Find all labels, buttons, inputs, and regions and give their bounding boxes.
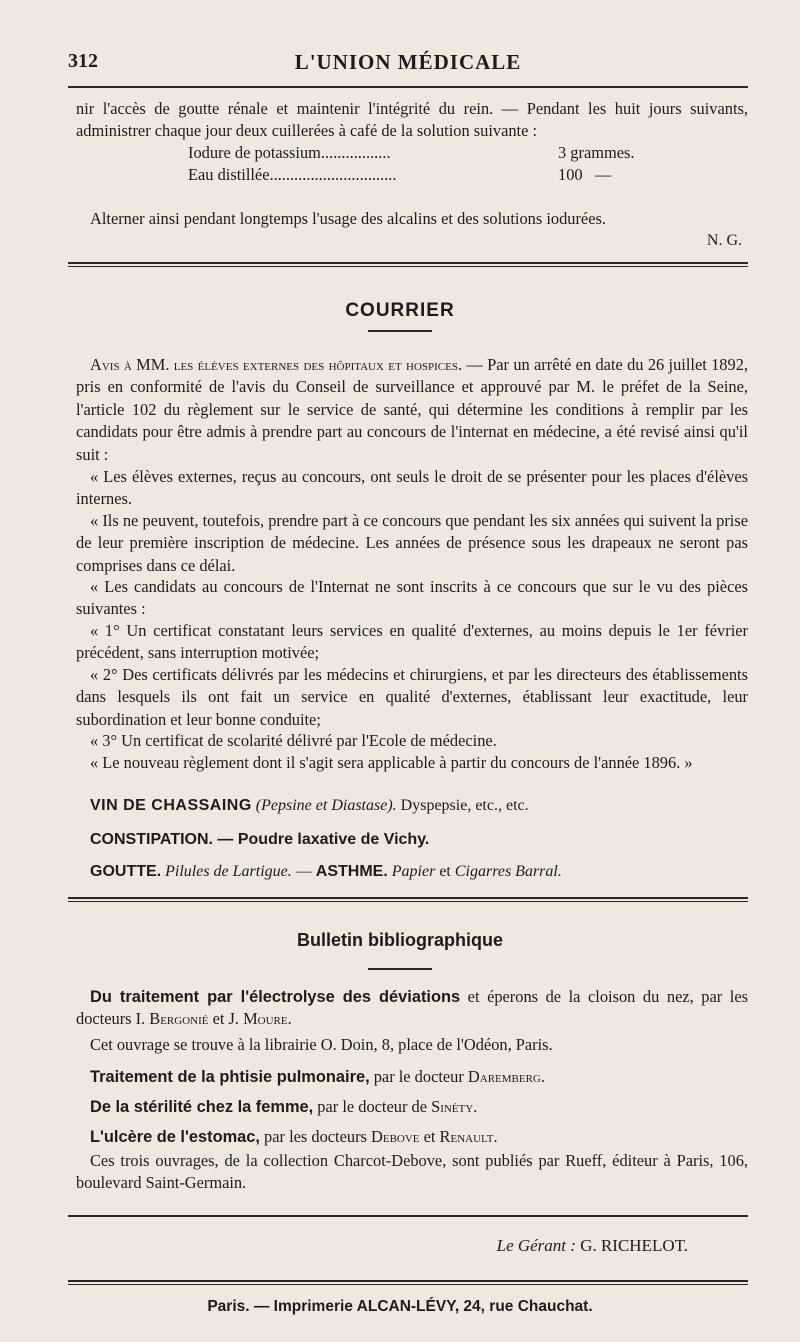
recipe-ingredient: Iodure de potassium................. <box>188 143 391 162</box>
entry-text: . <box>287 1009 292 1029</box>
recipe-amount: 100 — <box>558 165 612 184</box>
ad-goutte-name: GOUTTE. <box>90 863 162 880</box>
quote-paragraph: « 2° Des certificats délivrés par les médecins et chirurgiens, et par les directeurs des établissements dans lesquels ils ont fait un service en qualité d'externes, établissant leur exactitude, leur subordination et leur bonne conduite; <box>76 665 748 729</box>
quote-paragraph: « Ils ne peuvent, toutefois, prendre part à ce concours que pendant les six années qui suivent la prise de leur première inscription de médecine. Les années de présence sous les drapeaux ne seront pas comprises dans ce délai. <box>76 511 748 575</box>
entry-title: Du traitement par l'électrolyse des déviations <box>90 988 461 1006</box>
entry-author: Bergonié <box>149 1009 209 1029</box>
ad-constipation <box>90 831 429 849</box>
printer-line: Paris. — Imprimerie ALCAN-LÉVY, 24, rue Chauchat. <box>207 1298 593 1315</box>
section-rule <box>68 1215 748 1217</box>
entry-text: . <box>540 1067 545 1086</box>
footer-rule <box>68 1284 748 1285</box>
bulletin-entry <box>76 1066 748 1088</box>
entry-text: . <box>493 1127 498 1146</box>
bulletin-entry <box>76 1126 748 1148</box>
courrier-avis <box>76 354 748 466</box>
avis-text: — Par un arrêté en date du 26 juillet 1892, pris en conformité de l'avis du Conseil de surveillance et approuvé par M. le préfet de la Seine, l'article 102 du règlement sur le service de santé, qui détermine les conditions à remplir par les candidats pour être admis à prendre part au concours de l'internat en médecine, a été revisé ainsi qu'il suit : <box>76 355 748 464</box>
ad-asthme-name: ASTHME. <box>315 863 388 880</box>
quote-paragraph: « 1° Un certificat constatant leurs services en qualité d'externes, au moins depuis le 1er février précédent, sans interruption motivée; <box>76 621 748 663</box>
ad-asthme-et: et <box>435 863 455 880</box>
entry-title: L'ulcère de l'estomac, <box>90 1128 260 1146</box>
intro-closing: Alterner ainsi pendant longtemps l'usage des alcalins et des solutions iodurées. <box>90 209 606 228</box>
intro-signature: N. G. <box>706 232 742 249</box>
title-underline <box>368 968 432 970</box>
ad-goutte <box>90 863 562 881</box>
bulletin-entry <box>76 986 748 1031</box>
ad-vin-paren: (Pepsine et Diastase). <box>255 797 397 814</box>
entry-text: et éperons de la cloison du nez, par les docteurs I. <box>76 987 748 1029</box>
gerant-signature <box>497 1236 688 1256</box>
quote-paragraph: « Les candidats au concours de l'Internat ne sont inscrits à ce concours que sur le vu des pièces suivantes : <box>76 577 748 619</box>
quote-paragraph: « Les élèves externes, reçus au concours, ont seuls le droit de se présenter pour les places d'élèves internes. <box>76 467 748 509</box>
entry-author: Sinéty <box>431 1097 474 1116</box>
entry-text: par les docteurs <box>259 1127 372 1146</box>
entry-text: . <box>473 1097 478 1116</box>
section-rule <box>68 262 748 264</box>
bulletin-note: Cet ouvrage se trouve à la librairie O. Doin, 8, place de l'Odéon, Paris. <box>90 1035 553 1054</box>
ad-asthme-it: Papier <box>391 863 436 880</box>
header-rule <box>68 86 748 88</box>
courrier-title: COURRIER <box>345 300 455 321</box>
ad-constip-name: CONSTIPATION. <box>90 831 213 848</box>
recipe-line <box>188 142 634 164</box>
entry-title: Traitement de la phtisie pulmonaire, <box>90 1068 370 1086</box>
quote-paragraph: « 3° Un certificat de scolarité délivré par l'Ecole de médecine. <box>90 731 497 750</box>
bulletin-closing: Ces trois ouvrages, de la collection Charcot-Debove, sont publiés par Rueff, éditeur à Paris, 106, boulevard Saint-Germain. <box>76 1151 748 1193</box>
entry-text: et <box>419 1127 440 1146</box>
recipe-ingredient: Eau distillée............................... <box>188 165 397 184</box>
entry-author: Moure <box>243 1009 288 1029</box>
section-rule <box>68 266 748 267</box>
recipe-amount: 3 grammes. <box>558 143 635 162</box>
bulletin-entry <box>76 1096 748 1118</box>
title-underline <box>368 330 432 332</box>
recipe-line <box>188 164 634 186</box>
ad-vin-rest: Dyspepsie, etc., etc. <box>396 797 529 814</box>
section-rule <box>68 897 748 899</box>
ad-vin-name: VIN DE CHASSAING <box>90 797 252 814</box>
quote-paragraph: « Le nouveau règlement dont il s'agit sera applicable à partir du concours de l'année 1896. » <box>90 753 693 772</box>
entry-author: Daremberg <box>467 1067 541 1086</box>
running-title: L'UNION MÉDICALE <box>294 50 522 74</box>
ad-constip-rest: — Poudre laxative de Vichy. <box>212 831 430 848</box>
intro-paragraph: nir l'accès de goutte rénale et maintenir l'intégrité du rein. — Pendant les huit jours suivants, administrer chaque jour deux cuillerées à café de la solution suivante : <box>76 99 748 141</box>
gerant-label: Le Gérant : <box>496 1236 576 1255</box>
entry-author: Renault <box>439 1127 494 1146</box>
bulletin-title: Bulletin bibliographique <box>297 930 503 950</box>
entry-author: Debove <box>371 1127 420 1146</box>
ad-vin <box>90 797 529 815</box>
section-rule <box>68 901 748 902</box>
page-header <box>68 50 748 76</box>
ad-asthme-it2: Cigarres Barral. <box>454 863 562 880</box>
entry-text: par le docteur <box>369 1067 468 1086</box>
avis-lead: Avis à MM. les élèves externes des hôpitaux et hospices. <box>90 355 463 374</box>
recipe <box>188 142 634 186</box>
ad-sep: — <box>291 863 316 880</box>
page-number: 312 <box>68 50 98 72</box>
entry-title: De la stérilité chez la femme, <box>90 1098 314 1116</box>
ad-goutte-it: Pilules de Lartigue. <box>165 863 292 880</box>
footer-rule <box>68 1280 748 1282</box>
entry-text: par le docteur de <box>313 1097 432 1116</box>
entry-text: et J. <box>208 1009 244 1029</box>
gerant-name: G. RICHELOT. <box>575 1236 688 1255</box>
